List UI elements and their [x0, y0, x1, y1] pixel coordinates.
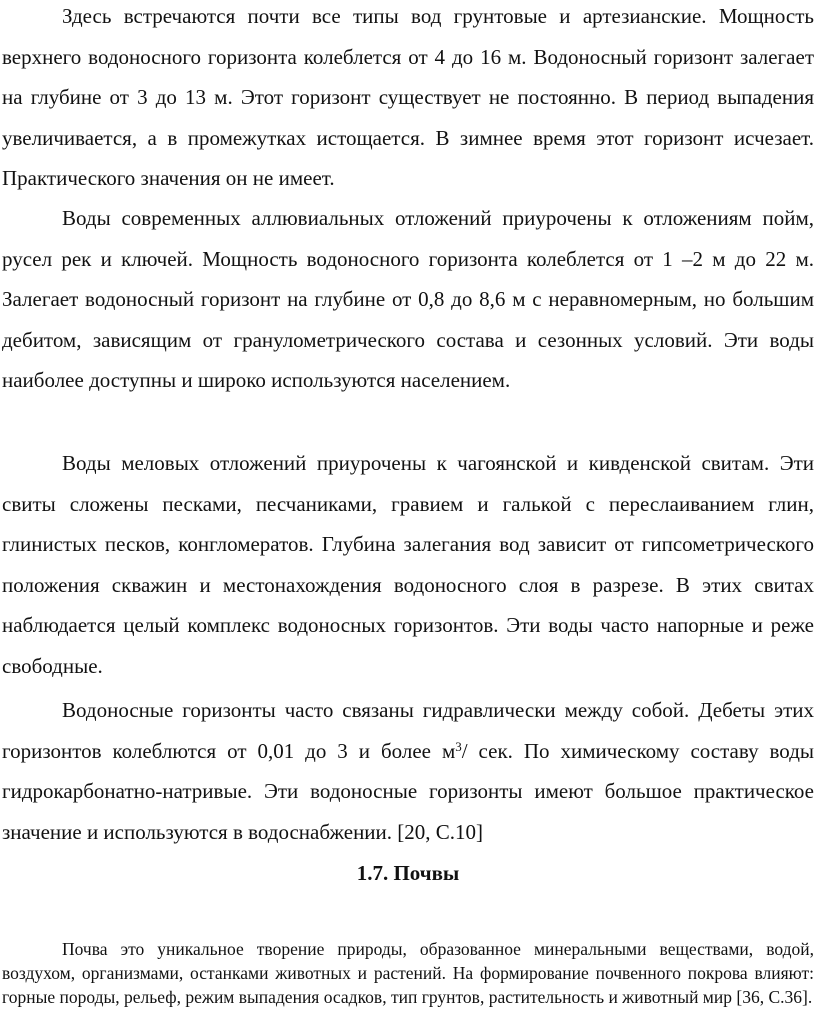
paragraph-aquifer-debits — [0, 690, 816, 852]
paragraph-soil-definition: Почва это уникальное творение природы, образованное минеральными веществами, водой, воздухом, организмами, останками животных и растений. На формирование почвенного покрова влияют: горные породы, рельеф, режим выпадения осадков, тип грунтов, растительность и животный мир [36, С.36]. — [2, 939, 814, 1007]
aquifer-text-after: / сек. По химическому составу воды гидрокарбонатно-натривые. Эти водоносные горизонты имеют большое практическое значение и используются в водоснабжении. [20, С.10] — [2, 738, 814, 844]
aquifer-text-before: Водоносные горизонты часто связаны гидравлически между собой. Дебеты этих горизонтов колеблются от 0,01 до 3 и более м — [2, 698, 814, 763]
paragraph-alluvial-waters: Воды современных аллювиальных отложений приурочены к отложениям пойм, русел рек и ключей. Мощность водоносного горизонта колеблется от 1 –2 м до 22 м. Залегает водоносный горизонт на глубине от 0,8 до 8,6 м с неравномерным, но большим дебитом, зависящим от гранулометрического состава и сезонных условий. Эти воды наиболее доступны и широко используются населением. — [2, 206, 814, 392]
cubic-superscript: 3 — [455, 738, 462, 754]
section-heading-soils: 1.7. Почвы — [356, 861, 460, 885]
paragraph-cretaceous-waters: Воды меловых отложений приурочены к чагоянской и кивденской свитам. Эти свиты сложены песками, песчаниками, гравием и галькой с переслаиванием глин, глинистых песков, конгломератов. Глубина залегания вод зависит от гипсометрического положения скважин и местонахождения водоносного слоя в разрезе. В этих свитах наблюдается целый комплекс водоносных горизонтов. Эти воды часто напорные и реже свободные. — [2, 451, 814, 678]
paragraph-groundwater-types: Здесь встречаются почти все типы вод грунтовые и артезианские. Мощность верхнего водоносного горизонта колеблется от 4 до 16 м. Водоносный горизонт залегает на глубине от 3 до 13 м. Этот горизонт существует не постоянно. В период выпадения увеличивается, а в промежутках истощается. В зимнее время этот горизонт исчезает. Практического значения он не имеет. — [2, 4, 814, 190]
